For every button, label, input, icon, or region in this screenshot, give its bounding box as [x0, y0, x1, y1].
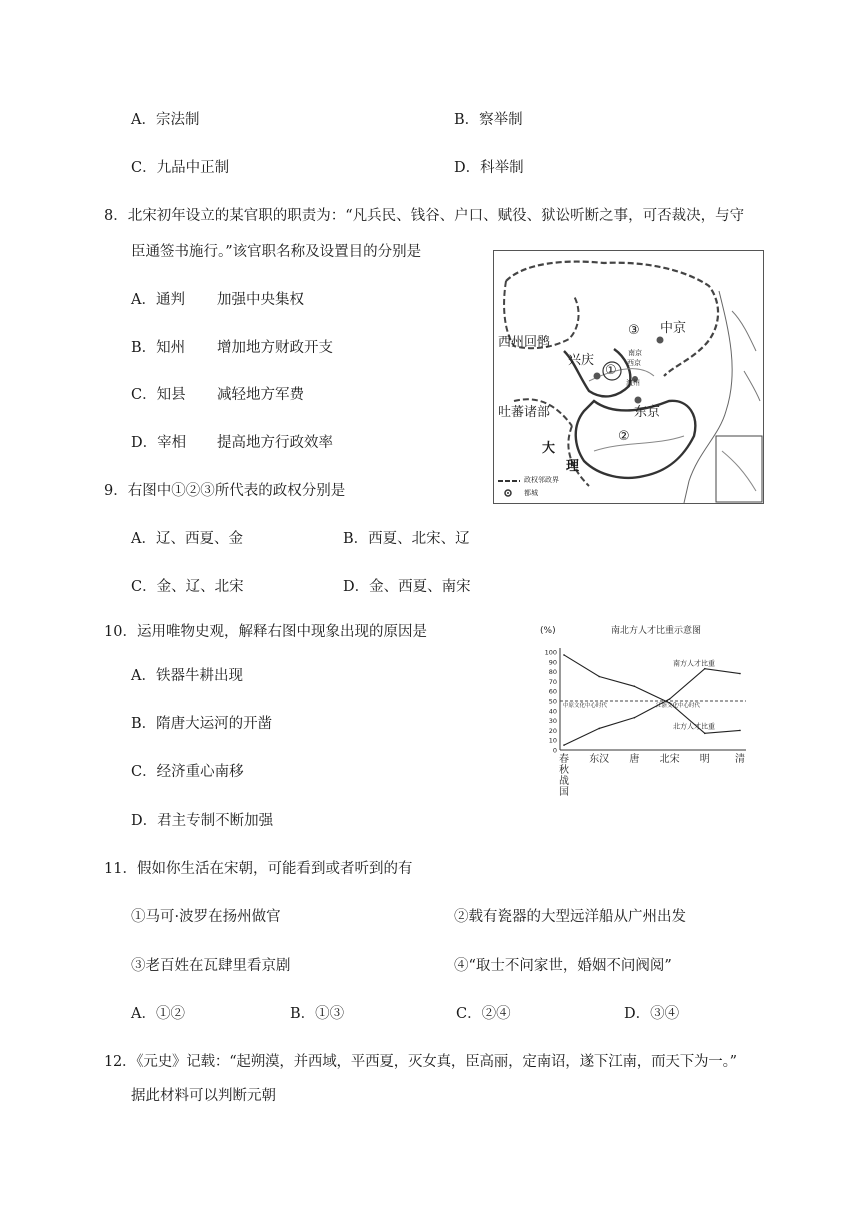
q8-option-b-value: 增加地方财政开支: [217, 340, 333, 356]
chart-point: [634, 717, 636, 719]
q8-option-b-key: B．知州: [131, 340, 186, 356]
q10-option-d: D．君主专制不断加强: [131, 813, 274, 829]
chart-series-label-south: 南方人才比重: [673, 659, 715, 668]
q11-item-1: ①马可·波罗在扬州做官: [131, 909, 281, 925]
map-legend-border: 政权邻政界: [524, 476, 559, 484]
chart-x-tick-label: 清: [735, 754, 745, 765]
q9-option-d: D．金、西夏、南宋: [343, 579, 471, 595]
q8-option-c-key: C．知县: [131, 387, 186, 403]
chart-y-tick-label: 50: [548, 697, 557, 706]
q8-stem-line2: 臣通签书施行。”该官职名称及设置目的分别是: [131, 244, 422, 260]
q7-option-b: B．察举制: [454, 112, 523, 128]
q10-stem: 10．运用唯物史观，解释右图中现象出现的原因是: [104, 624, 427, 640]
q9-option-a: A．辽、西夏、金: [131, 531, 243, 547]
q7-option-d: D．科举制: [454, 160, 524, 176]
chart-point: [704, 733, 706, 735]
map-label-circle3: ③: [628, 323, 640, 338]
chart-series-label-north: 北方人才比重: [673, 722, 715, 731]
q11-option-a: A．①②: [131, 1006, 185, 1022]
map-label-tubo: 吐蕃诸部: [498, 405, 551, 420]
q11-option-b: B．①③: [290, 1006, 345, 1022]
map-label-zhongjing: 中京: [660, 321, 687, 336]
map-drawing: [494, 251, 763, 503]
chart-x-tick-label: 国: [559, 787, 569, 798]
q10-option-b: B．隋唐大运河的开凿: [131, 716, 273, 732]
q8-option-a-key: A．通判: [131, 292, 185, 308]
chart-y-tick-label: 70: [548, 677, 557, 686]
chart-x-tick-label: 唐: [629, 754, 640, 765]
chart-point: [563, 744, 565, 746]
chart-ylabel: (%): [540, 626, 556, 636]
q9-option-b: B．西夏、北宋、辽: [343, 531, 470, 547]
chart-x-tick-label: 秋: [559, 765, 569, 776]
chart-svg: [538, 622, 750, 800]
q11-item-3: ③老百姓在瓦肆里看京剧: [131, 958, 291, 974]
q8-stem-line1: 8．北宋初年设立的某官职的职责为：“凡兵民、钱谷、户口、赋役、狱讼听断之事，可否裁决，与守: [104, 208, 745, 224]
chart-annotation-jiangzhe: 江浙文化中心时代: [656, 702, 701, 709]
q12-stem-line1: 12．《元史》记载：“起朔漠，并西域，平西夏，灭女真，臣高丽，定南诏，遂下江南，而天下为一。”: [104, 1054, 737, 1070]
chart-y-tick-label: 40: [548, 707, 557, 716]
map-label-nanjing: 南京: [628, 349, 642, 357]
q8-option-a-value: 加强中央集权: [217, 292, 304, 308]
chart-point: [563, 654, 565, 656]
chart-point: [634, 686, 636, 688]
map-label-li: 理: [566, 459, 580, 474]
q7-option-a: A．宗法制: [131, 112, 200, 128]
map-label-xizhou-huihu: 西州回鹘: [498, 335, 551, 350]
chart-y-tick-label: 0: [552, 746, 557, 755]
q11-option-c: C．②④: [456, 1006, 511, 1022]
chart-y-tick-label: 80: [548, 668, 557, 677]
map-label-xingqing: 兴庆: [568, 353, 595, 368]
q8-option-d-key: D．宰相: [131, 435, 187, 451]
q10-option-a: A．铁器牛耕出现: [131, 668, 243, 684]
chart-point: [598, 728, 600, 730]
q11-stem: 11．假如你生活在宋朝，可能看到或者听到的有: [104, 861, 413, 877]
q11-item-2: ②载有瓷器的大型远洋船从广州出发: [454, 909, 686, 925]
chart-point: [739, 730, 741, 732]
q11-option-d: D．③④: [624, 1006, 680, 1022]
chart-y-tick-label: 60: [548, 687, 557, 696]
chart-x-tick-label: 春: [559, 754, 569, 765]
q8-option-d-value: 提高地方行政效率: [217, 435, 333, 451]
chart-point: [598, 676, 600, 678]
chart-y-tick-label: 20: [548, 726, 557, 735]
chart-annotation-central-plains: 中原文化中心时代: [563, 702, 608, 709]
chart-point: [704, 668, 706, 670]
q9-option-c: C．金、辽、北宋: [131, 579, 244, 595]
chart-point: [669, 698, 671, 700]
q7-option-c: C．九品中正制: [131, 160, 230, 176]
talent-ratio-chart: [538, 622, 750, 800]
q10-option-c: C．经济重心南移: [131, 764, 244, 780]
chart-y-tick-label: 30: [548, 717, 557, 726]
song-liao-xia-map: [493, 250, 764, 504]
q12-stem-line2: 据此材料可以判断元朝: [131, 1088, 276, 1104]
map-label-circle1: ①: [605, 363, 617, 378]
q9-stem: 9．右图中①②③所代表的政权分别是: [104, 483, 346, 499]
chart-point: [739, 673, 741, 675]
chart-x-tick-label: 战: [559, 776, 569, 787]
chart-y-tick-label: 10: [548, 736, 557, 745]
map-legend-capital: 都城: [524, 489, 538, 497]
map-label-da: 大: [542, 441, 556, 456]
chart-y-tick-label: 90: [548, 658, 557, 667]
chart-x-tick-label: 明: [699, 754, 710, 765]
map-label-tanzhou: 澶州: [626, 379, 640, 387]
map-label-circle2: ②: [618, 429, 630, 444]
map-label-dongjing: 东京: [634, 405, 661, 420]
chart-title: 南北方人才比重示意图: [610, 626, 702, 636]
chart-x-tick-label: 北宋: [659, 754, 680, 765]
chart-x-tick-label: 东汉: [589, 754, 610, 765]
q8-option-c-value: 减轻地方军费: [217, 387, 304, 403]
chart-y-tick-label: 100: [544, 648, 557, 657]
map-label-xijing: 西京: [627, 359, 641, 367]
q11-item-4: ④“取士不问家世，婚姻不问阀阅”: [454, 958, 672, 974]
